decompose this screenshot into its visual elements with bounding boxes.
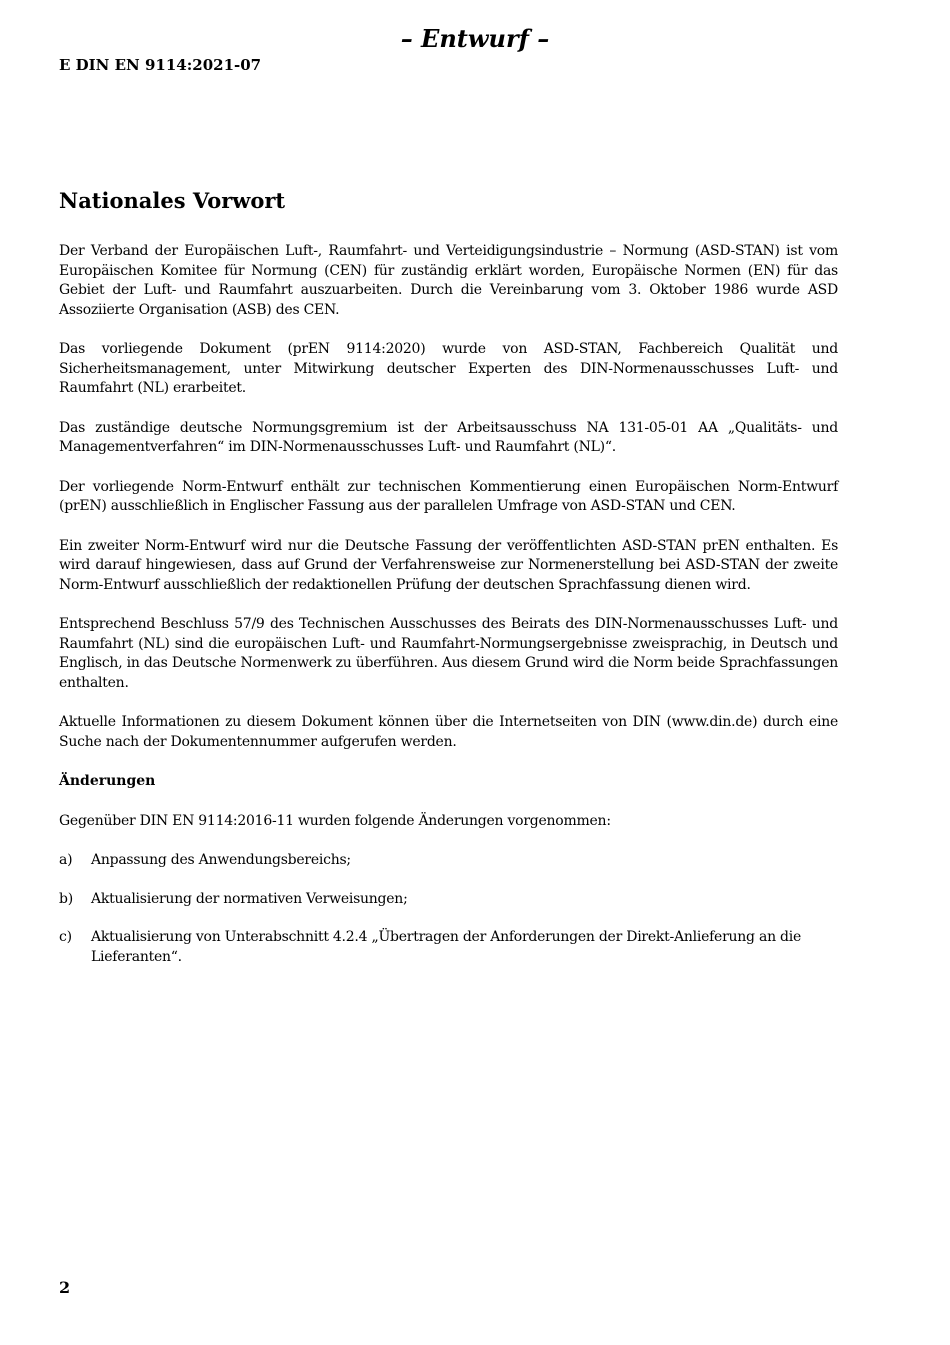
- list-item-text: Anpassung des Anwendungsbereichs;: [91, 852, 351, 868]
- paragraph: Ein zweiter Norm-Entwurf wird nur die Deutsche Fassung der veröffentlichten ASD-STAN prEN enthalten. Es wird darauf hingewiesen, dass auf Grund der Verfahrensweise zur Normenerstellung bei ASD-STAN der zweite Norm-Entwurf ausschließlich der redaktionellen Prüfung der deutschen Sprachfassung dienen wird.: [59, 537, 838, 593]
- list-item-text: Aktualisierung der normativen Verweisungen;: [91, 890, 408, 907]
- paragraph: Das zuständige deutsche Normungsgremium ist der Arbeitsausschuss NA 131-05-01 AA „Qualitäts- und Managementverfahren“ im DIN-Normenausschusses Luft- und Raumfahrt (NL)“.: [59, 419, 838, 455]
- paragraph: Der Verband der Europäischen Luft-, Raumfahrt- und Verteidigungsindustrie – Normung (ASD-STAN) ist vom Europäischen Komitee für Normung (CEN) für zuständig erklärt worden, Europäische Normen (EN) für das Gebiet der Luft- und Raumfahrt auszuarbeiten. Durch die Vereinbarung vom 3. Oktober 1986 wurde ASD Assoziierte Organisation (ASB) des CEN.: [59, 243, 838, 318]
- list-marker: a): [59, 852, 73, 868]
- paragraph: Aktuelle Informationen zu diesem Dokument können über die Internetseiten von DIN (www.din.de) durch eine Suche nach der Dokumentennummer aufgerufen werden.: [59, 714, 838, 750]
- paragraph: Der vorliegende Norm-Entwurf enthält zur technischen Kommentierung einen Europäischen Norm-Entwurf (prEN) ausschließlich in Englischer Fassung aus der parallelen Umfrage von ASD-STAN und CEN.: [59, 478, 838, 514]
- list-item: [59, 851, 838, 871]
- document-id: E DIN EN 9114:2021-07: [59, 56, 262, 74]
- changes-heading: Änderungen: [59, 773, 156, 789]
- list-item: [59, 890, 838, 910]
- list-marker: c): [59, 929, 72, 945]
- draft-watermark-heading: – Entwurf –: [400, 24, 550, 53]
- paragraph: Entsprechend Beschluss 57/9 des Technischen Ausschusses des Beirats des DIN-Normenausschusses Luft- und Raumfahrt (NL) sind die europäischen Luft- und Raumfahrt-Normungsergebnisse zweisprachig, in Deutsch und Englisch, in das Deutsche Normenwerk zu überführen. Aus diesem Grund wird die Norm beide Sprachfassungen enthalten.: [59, 616, 838, 691]
- paragraph: Das vorliegende Dokument (prEN 9114:2020) wurde von ASD-STAN, Fachbereich Qualität und Sicherheitsmanagement, unter Mitwirkung deutscher Experten des DIN-Normenausschusses Luft- und Raumfahrt (NL) erarbeitet.: [59, 341, 838, 396]
- list-item-text: Aktualisierung von Unterabschnitt 4.2.4 „Übertragen der Anforderungen der Direkt-Anlieferung an die Lieferanten“.: [91, 929, 802, 965]
- section-title: Nationales Vorwort: [59, 188, 286, 213]
- page-number: 2: [59, 1278, 71, 1297]
- list-item: [59, 928, 838, 967]
- changes-list: [59, 851, 838, 967]
- list-marker: b): [59, 890, 73, 907]
- page-content: [59, 188, 838, 986]
- changes-intro: Gegenüber DIN EN 9114:2016-11 wurden folgende Änderungen vorgenommen:: [59, 812, 611, 829]
